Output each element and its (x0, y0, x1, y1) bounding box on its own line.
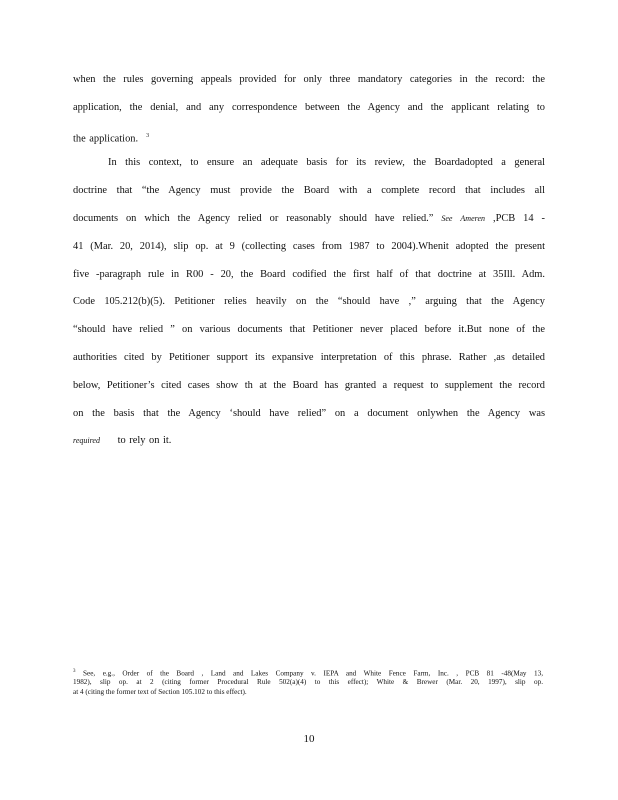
body-line: Code 105.212(b)(5). Petitioner relies heavily on the “should have ,” arguing that the Agency (73, 296, 545, 308)
body-line: below, Petitioner’s cited cases show th at the Board has granted a request to supplement the record (73, 379, 545, 391)
footnote-marker: 3 (73, 669, 76, 674)
footnote-reference: 3 (146, 132, 150, 139)
citation-see: See (441, 213, 453, 223)
body-line: doctrine that “the Agency must provide the Board with a complete record that includes all (73, 185, 545, 197)
body-line: “should have relied ” on various documents that Petitioner never placed before it.But none of the (73, 324, 545, 336)
body-line (73, 212, 545, 240)
body-line (73, 434, 545, 462)
body-line: on the basis that the Agency ‘should have relied” on a document onlywhen the Agency was (73, 407, 545, 419)
body-text (73, 73, 545, 462)
citation-pcb: ,PCB 14 - (492, 212, 545, 224)
body-line-text: to rely on it. (117, 435, 172, 447)
body-line-text: the application. (73, 133, 139, 145)
body-line (73, 129, 545, 157)
body-line: when the rules governing appeals provided for only three mandatory categories in the record: the (73, 74, 545, 85)
citation-ameren: Ameren (460, 213, 485, 223)
footnote-line (73, 667, 543, 677)
required-word: required (73, 436, 100, 446)
footnote-line: at 4 (citing the former text of Section 105.102 to this effect). (73, 688, 247, 696)
body-line-text: documents on which the Agency relied or reasonably should have relied.” (73, 212, 434, 224)
body-line: application, the denial, and any correspondence between the Agency and the applicant relating to (73, 101, 545, 113)
body-line: 41 (Mar. 20, 2014), slip op. at 9 (collecting cases from 1987 to 2004).Whenit adopted the present (73, 240, 545, 252)
page-number: 10 (303, 733, 315, 745)
footnote (73, 667, 543, 697)
body-line: five -paragraph rule in R00 - 20, the Board codified the first half of that doctrine at 35Ill. Adm. (73, 268, 545, 280)
footnote-line-text: See, e.g., Order of the Board , Land and Lakes Company v. IEPA and White Fence Farm, Inc. , PCB 81 -48(May 13, (83, 669, 544, 678)
body-line: In this context, to ensure an adequate basis for its review, the Boardadopted a general (108, 157, 545, 169)
body-line: authorities cited by Petitioner support its expansive interpretation of this phrase. Rather ,as detailed (73, 351, 545, 363)
footnote-line: 1982), slip op. at 2 (citing former Procedural Rule 502(a)(4) to this effect); White & Brewer (Mar. 20, 1997), slip op. (73, 678, 543, 686)
